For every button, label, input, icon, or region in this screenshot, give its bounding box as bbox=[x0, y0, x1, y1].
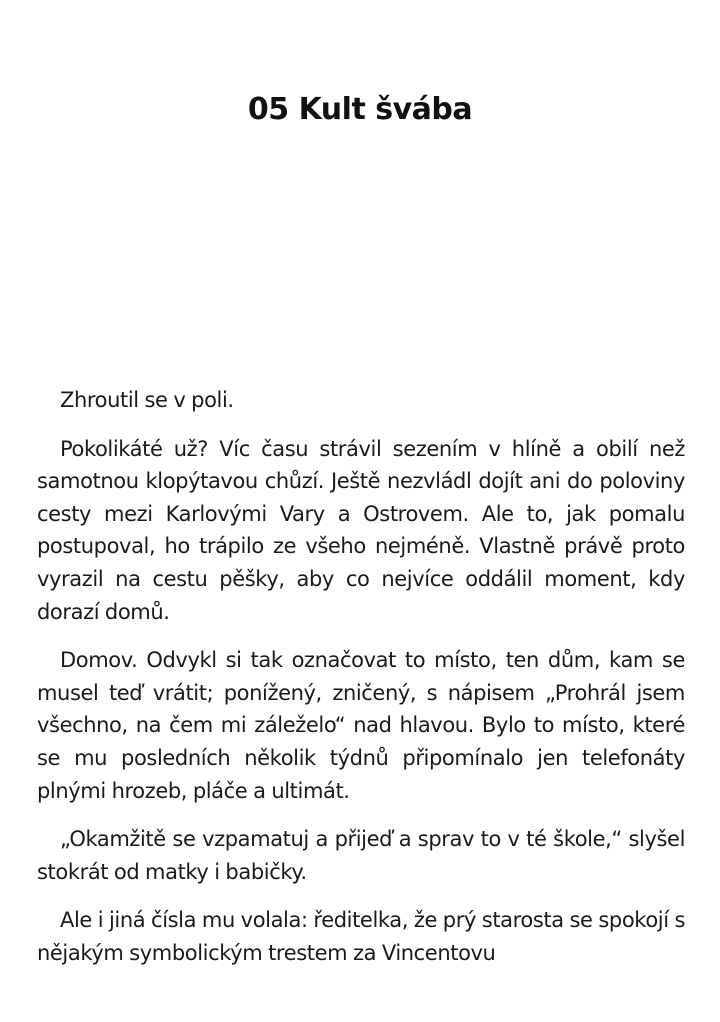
paragraph: Ale i jiná čísla mu volala: ředitelka, že prý starosta se spokojí s nějakým symbolickým trestem za Vincentovu bbox=[37, 908, 685, 965]
paragraph: Domov. Odvykl si tak označovat to místo, ten dům, kam se musel teď vrátit; ponížený, zničený, s nápisem „Prohrál jsem všechno, na čem mi záleželo“ nad hlavou. Bylo to místo, které se mu posledních několik týdnů připomínalo jen telefonáty plnými hrozeb, pláče a ultimát. bbox=[37, 648, 685, 803]
chapter-text bbox=[37, 384, 685, 986]
chapter-title: 05 Kult švába bbox=[247, 92, 473, 127]
paragraph: „Okamžitě se vzpamatuj a přijeď a sprav to v té škole,“ slyšel stokrát od matky i babičky. bbox=[37, 827, 685, 884]
paragraph: Zhroutil se v poli. bbox=[60, 388, 234, 412]
paragraph: Pokolikáté už? Víc času strávil sezením v hlíně a obilí než samotnou klopýtavou chůzí. Ještě nezvládl dojít ani do poloviny cesty mezi Karlovými Vary a Ostrovem. Ale to, jak pomalu postupoval, ho trápilo ze všeho nejméně. Vlastně právě proto vyrazil na cestu pěšky, aby co nejvíce oddálil moment, kdy dorazí domů. bbox=[37, 436, 685, 624]
